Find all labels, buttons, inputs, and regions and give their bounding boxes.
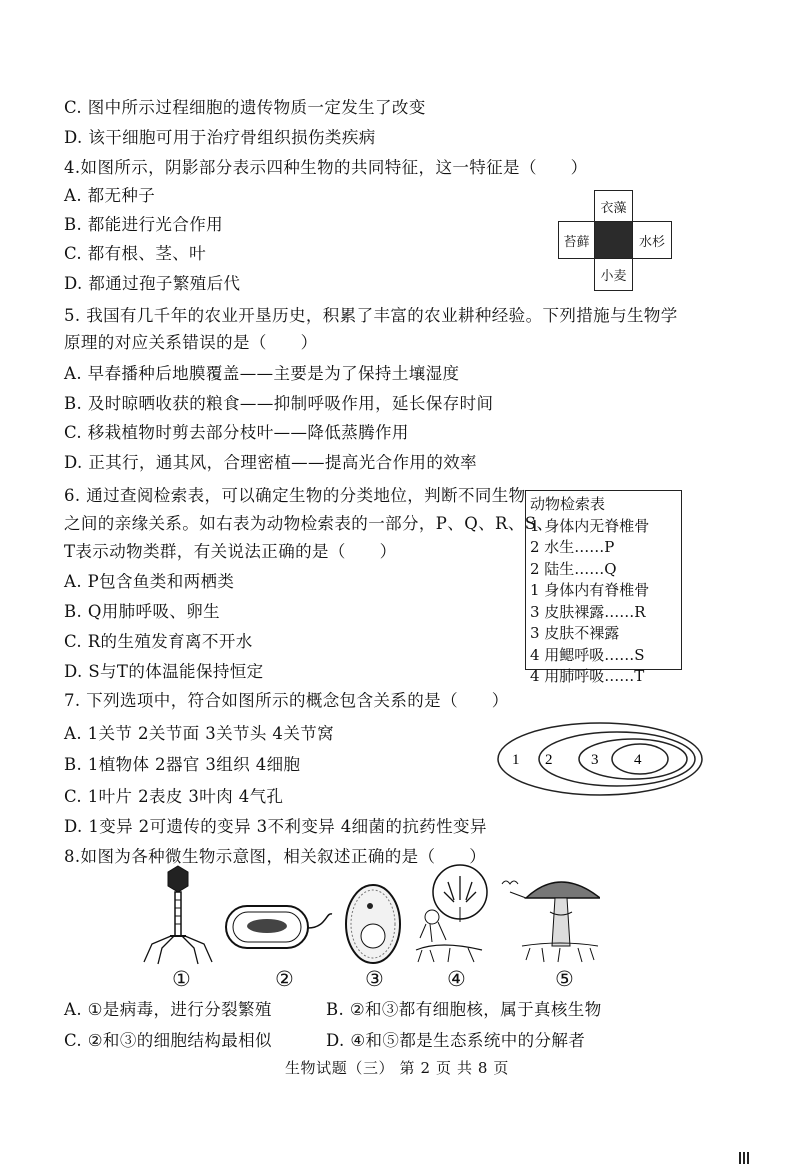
figure-label-1: ① — [172, 967, 191, 991]
key-row: 4 用鳃呼吸……S — [530, 645, 645, 664]
q6-option-a: A. P包含鱼类和两栖类 — [64, 572, 235, 591]
question-8: 8.如图为各种微生物示意图，相关叙述正确的是（ ） — [64, 847, 487, 866]
key-row: 3 皮肤不裸露 — [530, 624, 620, 642]
q8-option-a: A. ①是病毒，进行分裂繁殖 — [64, 1000, 272, 1019]
question-6-line1: 6. 通过查阅检索表，可以确定生物的分类地位，判断不同生物 — [64, 486, 526, 505]
question-5-line2: 原理的对应关系错误的是（ ） — [64, 333, 318, 352]
microorganism-illustrations — [130, 862, 600, 967]
q4-option-c: C. 都有根、茎、叶 — [64, 244, 207, 263]
figure-label-2: ② — [275, 967, 294, 991]
yeast-figure — [346, 885, 400, 963]
cross-top: 衣藻 — [594, 190, 633, 222]
ellipse-label: 4 — [634, 752, 642, 768]
cross-bottom: 小麦 — [594, 258, 633, 291]
mold-figure — [416, 865, 487, 962]
qr-code-icon — [739, 1152, 751, 1164]
question-6-line3: T表示动物类群，有关说法正确的是（ ） — [64, 542, 397, 561]
q4-option-a: A. 都无种子 — [64, 186, 156, 205]
key-row: 1 身体内有脊椎骨 — [530, 581, 650, 599]
figure-label-5: ⑤ — [555, 967, 574, 991]
q7-option-a: A. 1关节 2关节面 3关节头 4关节窝 — [64, 724, 335, 743]
q5-option-b: B. 及时晾晒收获的粮食——抑制呼吸作用，延长保存时间 — [64, 394, 494, 413]
q4-option-b: B. 都能进行光合作用 — [64, 215, 224, 234]
ellipse-1 — [498, 723, 702, 795]
q7-option-c: C. 1叶片 2表皮 3叶肉 4气孔 — [64, 787, 284, 806]
question-6-line2: 之间的亲缘关系。如右表为动物检索表的一部分，P、Q、R、S、 — [64, 514, 554, 533]
ellipse-label: 2 — [545, 752, 553, 768]
page-footer: 生物试题（三） 第 2 页 共 8 页 — [284, 1059, 510, 1077]
q7-option-b: B. 1植物体 2器官 3组织 4细胞 — [64, 755, 301, 774]
cross-center-shaded — [594, 221, 633, 259]
bacteriophage-figure — [144, 866, 212, 964]
question-5-line1: 5. 我国有几千年的农业开垦历史，积累了丰富的农业耕种经验。下列措施与生物学 — [64, 306, 678, 325]
question-4: 4.如图所示，阴影部分表示四种生物的共同特征，这一特征是（ ） — [64, 158, 588, 177]
q5-option-a: A. 早春播种后地膜覆盖——主要是为了保持土壤湿度 — [64, 364, 460, 383]
question-7: 7. 下列选项中，符合如图所示的概念包含关系的是（ ） — [64, 691, 509, 710]
key-row: 2 水生……P — [530, 538, 615, 556]
nested-ellipse-diagram — [495, 720, 705, 800]
figure-label-4: ④ — [447, 967, 466, 991]
q4-option-d: D. 都通过孢子繁殖后代 — [64, 274, 241, 293]
mushroom-figure — [502, 881, 600, 962]
key-row: 3 皮肤裸露……R — [530, 602, 646, 621]
ellipse-label: 3 — [591, 752, 599, 768]
q5-option-d: D. 正其行，通其风，合理密植——提高光合作用的效率 — [64, 453, 478, 472]
key-row: 1 身体内无脊椎骨 — [530, 516, 650, 535]
q7-option-d: D. 1变异 2可遗传的变异 3不利变异 4细菌的抗药性变异 — [64, 817, 487, 836]
key-row: 2 陆生……Q — [530, 559, 617, 578]
q8-option-b: B. ②和③都有细胞核，属于真核生物 — [326, 1000, 602, 1019]
option-c-prev: C. 图中所示过程细胞的遗传物质一定发生了改变 — [64, 98, 426, 117]
q6-option-d: D. S与T的体温能保持恒定 — [64, 662, 264, 681]
animal-key-table — [525, 490, 682, 685]
cross-left: 苔藓 — [558, 221, 595, 259]
q6-option-b: B. Q用肺呼吸、卵生 — [64, 602, 221, 621]
key-row: 4 用肺呼吸……T — [530, 667, 645, 685]
q8-option-d: D. ④和⑤都是生态系统中的分解者 — [326, 1031, 586, 1050]
cross-right: 水杉 — [632, 221, 672, 259]
q6-option-c: C. R的生殖发育离不开水 — [64, 632, 253, 651]
key-table-title: 动物检索表 — [530, 495, 606, 513]
figure-label-3: ③ — [365, 967, 384, 991]
q8-option-c: C. ②和③的细胞结构最相似 — [64, 1031, 272, 1050]
bacterium-figure — [226, 906, 332, 948]
ellipse-label: 1 — [512, 752, 520, 768]
q5-option-c: C. 移栽植物时剪去部分枝叶——降低蒸腾作用 — [64, 423, 409, 442]
option-d-prev: D. 该干细胞可用于治疗骨组织损伤类疾病 — [64, 128, 376, 147]
